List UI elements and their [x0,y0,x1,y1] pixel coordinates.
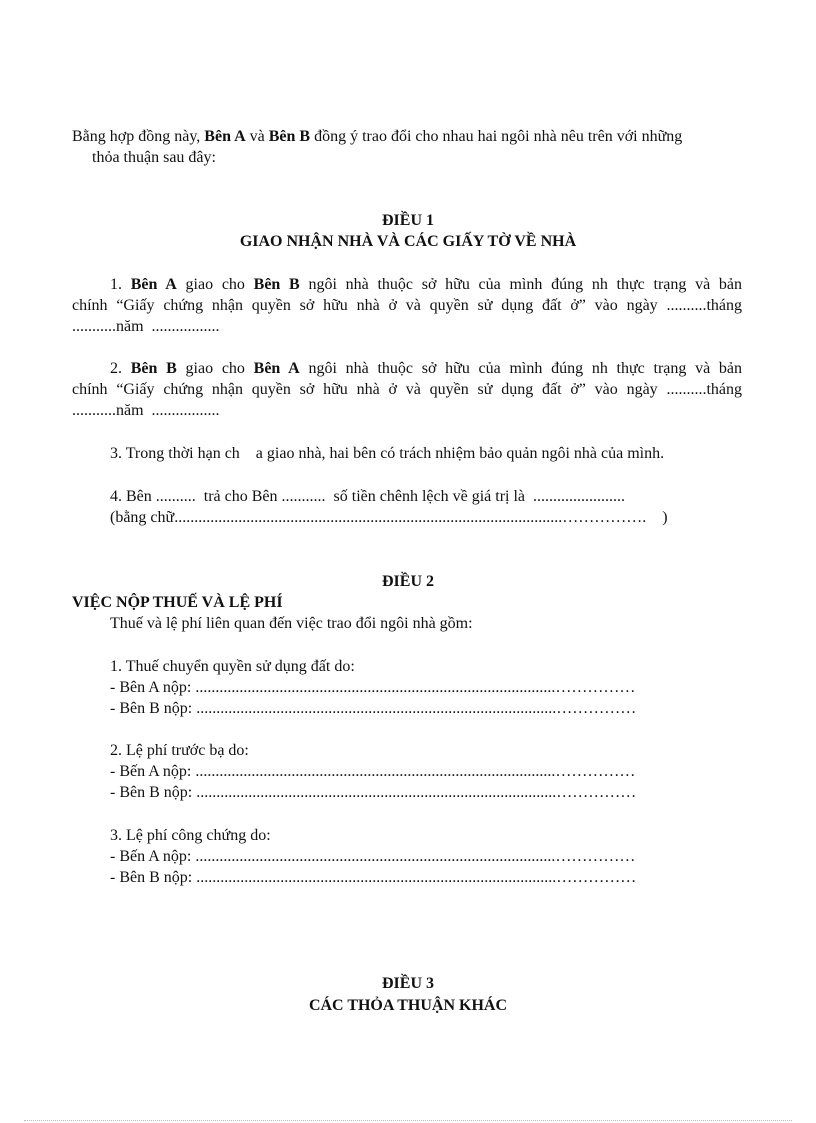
article-1-p1-line-2: chính “Giấy chứng nhận quyền sở hữu nhà ở và quyền sử dụng đất ở” vào ngày ..........tháng [72,297,742,314]
article-1-number: ĐIỀU 1 [381,212,434,229]
article-2-number: ĐIỀU 2 [381,573,434,590]
article-3-title: CÁC THỎA THUẬN KHÁC [308,997,508,1014]
article-1-p2-line-2: chính “Giấy chứng nhận quyền sở hữu nhà ở và quyền sử dụng đất ở” vào ngày ..........tháng [72,381,742,398]
article-1-p1-line-1: 1. Bên A giao cho Bên B ngôi nhà thuộc sở hữu của mình đúng nh thực trạng và bản [110,276,743,293]
article-3-number: ĐIỀU 3 [381,975,434,992]
page-bottom-divider [24,1120,792,1121]
article-2-item-1-heading: 1. Thuế chuyển quyền sử dụng đất do: [110,658,355,675]
article-1-p4-line-1: 4. Bên .......... trả cho Bên ........... số tiền chênh lệch về giá trị là ....................... [110,488,626,505]
party-b-label: Bên B [268,128,311,145]
article-2-item-1-party-a: - Bên A nộp: ..........................................................................................…………… [110,679,636,696]
article-1-p2-line-1: 2. Bên B giao cho Bên A ngôi nhà thuộc sở hữu của mình đúng nh thực trạng và bản [110,360,743,377]
article-2-item-3-party-b: - Bên B nộp: ..........................................................................................…………… [110,869,637,886]
article-1-p2-line-3: ...........năm ................. [72,402,220,419]
article-2-item-3-party-a: - Bến A nộp: ..........................................................................................…………… [110,848,636,865]
article-2-item-2-party-a: - Bến A nộp: ..........................................................................................…………… [110,763,636,780]
article-2-item-2-party-b: - Bên B nộp: ..........................................................................................…………… [110,784,637,801]
article-2-item-3-heading: 3. Lệ phí công chứng do: [110,827,271,844]
intro-line-2: thỏa thuận sau đây: [92,149,216,166]
article-2-title: VIỆC NỘP THUẾ VÀ LỆ PHÍ [72,594,283,611]
intro-line-1: Bằng hợp đồng này, Bên A và Bên B đồng ý trao đổi cho nhau hai ngôi nhà nêu trên với những [72,128,683,145]
article-2-item-1-party-b: - Bên B nộp: ..........................................................................................…………… [110,700,637,717]
article-1-p3: 3. Trong thời hạn ch a giao nhà, hai bên có trách nhiệm bảo quản ngôi nhà của mình. [110,445,665,462]
party-a-label: Bên A [204,128,246,145]
article-1-p1-line-3: ...........năm ................. [72,318,220,335]
article-1-title: GIAO NHẬN NHÀ VÀ CÁC GIẤY TỜ VỀ NHÀ [239,233,577,250]
article-2-item-2-heading: 2. Lệ phí trước bạ do: [110,742,249,759]
article-1-p4-line-2: (bằng chữ.................................................................................................……………. ) [110,509,668,526]
article-2-intro: Thuế và lệ phí liên quan đến việc trao đổi ngôi nhà gồm: [110,615,473,632]
